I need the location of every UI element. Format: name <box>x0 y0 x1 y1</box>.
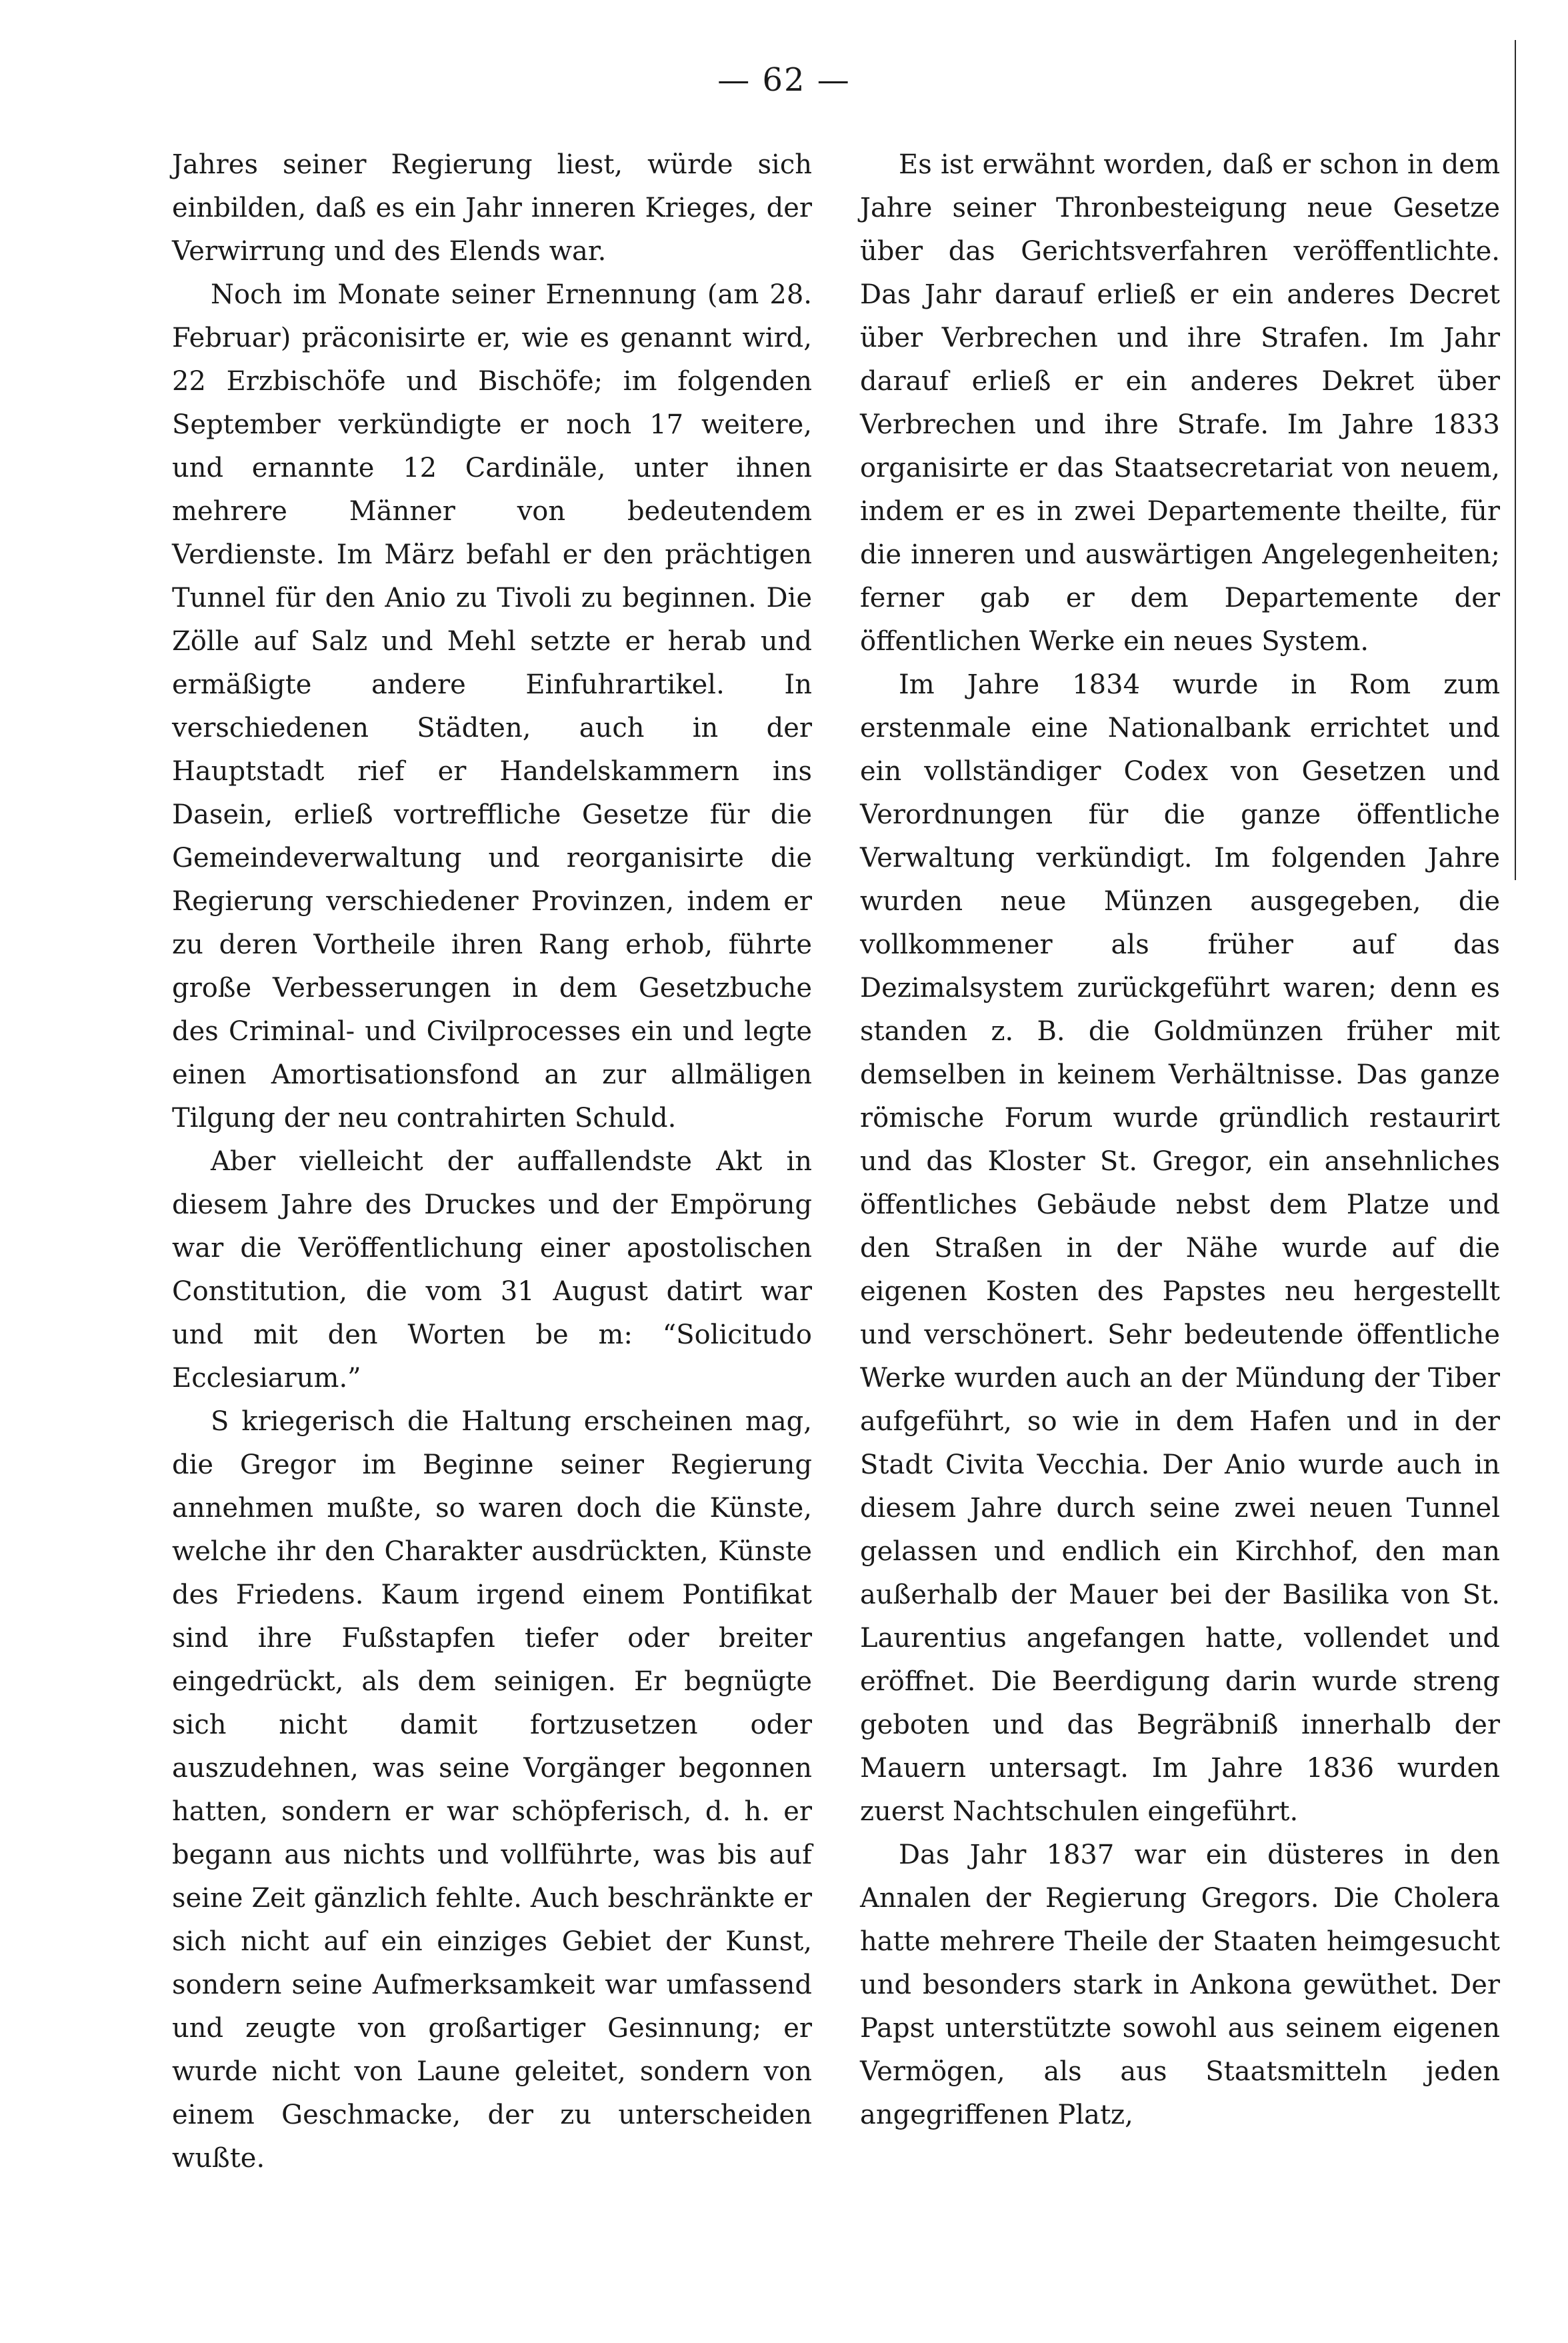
right-column <box>860 143 1500 2137</box>
left-column <box>172 143 812 2180</box>
paragraph: Jahres seiner Regierung liest, würde sich einbilden, daß es ein Jahr inneren Krieges, der Verwirrung und des Elends war. <box>172 149 812 267</box>
paragraph: Es ist erwähnt worden, daß er schon in dem Jahre seiner Thronbesteigung neue Gesetze über das Gerichtsverfahren veröffentlichte. Das Jahr darauf erließ er ein anderes Decret über Verbrechen und ihre Strafen. Im Jahr darauf erließ er ein anderes Dekret über Verbrechen und ihre Strafe. Im Jahre 1833 organisirte er das Staatsecretariat von neuem, indem er es in zwei Departemente theilte, für die inneren und auswärtigen Angelegenheiten; ferner gab er dem Departemente der öffentlichen Werke ein neues System. <box>860 149 1500 657</box>
paragraph: S kriegerisch die Haltung erscheinen mag, die Gregor im Beginne seiner Regierung annehmen mußte, so waren doch die Künste, welche ihr den Charakter ausdrückten, Künste des Friedens. Kaum irgend einem Pontifikat sind ihre Fußstapfen tiefer oder breiter eingedrückt, als dem seinigen. Er begnügte sich nicht damit fortzusetzen oder auszudehnen, was seine Vorgänger begonnen hatten, sondern er war schöpferisch, d. h. er begann aus nichts und vollführte, was bis auf seine Zeit gänzlich fehlte. Auch beschränkte er sich nicht auf ein einziges Gebiet der Kunst, sondern seine Aufmerksamkeit war umfassend und zeugte von großartiger Gesinnung; er wurde nicht von Laune geleitet, sondern von einem Geschmacke, der zu unterscheiden wußte. <box>172 1406 812 2174</box>
paragraph: Im Jahre 1834 wurde in Rom zum erstenmale eine Nationalbank errichtet und ein vollständiger Codex von Gesetzen und Verordnungen für die ganze öffentliche Verwaltung verkündigt. Im folgenden Jahre wurden neue Münzen ausgegeben, die vollkommener als früher auf das Dezimalsystem zurückgeführt waren; denn es standen z. B. die Goldmünzen früher mit demselben in keinem Verhältnisse. Das ganze römische Forum wurde gründlich restaurirt und das Kloster St. Gregor, ein ansehnliches öffentliches Gebäude nebst dem Platze und den Straßen in der Nähe wurde auf die eigenen Kosten des Papstes neu hergestellt und verschönert. Sehr bedeutende öffentliche Werke wurden auch an der Mündung der Tiber aufgeführt, so wie in dem Hafen und in der Stadt Civita Vecchia. Der Anio wurde auch in diesem Jahre durch seine zwei neuen Tunnel gelassen und endlich ein Kirchhof, den man außerhalb der Mauer bei der Basilika von St. Laurentius angefangen hatte, vollendet und eröffnet. Die Beerdigung darin wurde streng geboten und das Begräbniß innerhalb der Mauern untersagt. Im Jahre 1836 wurden zuerst Nachtschulen eingeführt. <box>860 669 1500 1827</box>
paragraph: Aber vielleicht der auffallendste Akt in diesem Jahre des Druckes und der Empörung war die Veröffentlichung einer apostolischen Constitution, die vom 31 August datirt war und mit den Worten be m: “Solicitudo Ecclesiarum.” <box>172 1146 812 1394</box>
page-number: — 62 — <box>717 61 851 99</box>
paragraph: Noch im Monate seiner Ernennung (am 28. Februar) präconisirte er, wie es genannt wird, 22 Erzbischöfe und Bischöfe; im folgenden September verkündigte er noch 17 weitere, und ernannte 12 Cardinäle, unter ihnen mehrere Männer von bedeutendem Verdienste. Im März befahl er den prächtigen Tunnel für den Anio zu Tivoli zu beginnen. Die Zölle auf Salz und Mehl setzte er herab und ermäßigte andere Einfuhrartikel. In verschiedenen Städten, auch in der Hauptstadt rief er Handelskammern ins Dasein, erließ vortreffliche Gesetze für die Gemeindeverwaltung und reorganisirte die Regierung verschiedener Provinzen, indem er zu deren Vortheile ihren Rang erhob, führte große Verbesserungen in dem Gesetzbuche des Criminal- und Civilprocesses ein und legte einen Amortisationsfond an zur allmäligen Tilgung der neu contrahirten Schuld. <box>172 279 812 1133</box>
margin-rule <box>1515 40 1516 880</box>
paragraph: Das Jahr 1837 war ein düsteres in den Annalen der Regierung Gregors. Die Cholera hatte mehrere Theile der Staaten heimgesucht und besonders stark in Ankona gewüthet. Der Papst unterstützte sowohl aus seinem eigenen Vermögen, als aus Staatsmitteln jeden angegriffenen Platz, <box>860 1840 1500 2130</box>
